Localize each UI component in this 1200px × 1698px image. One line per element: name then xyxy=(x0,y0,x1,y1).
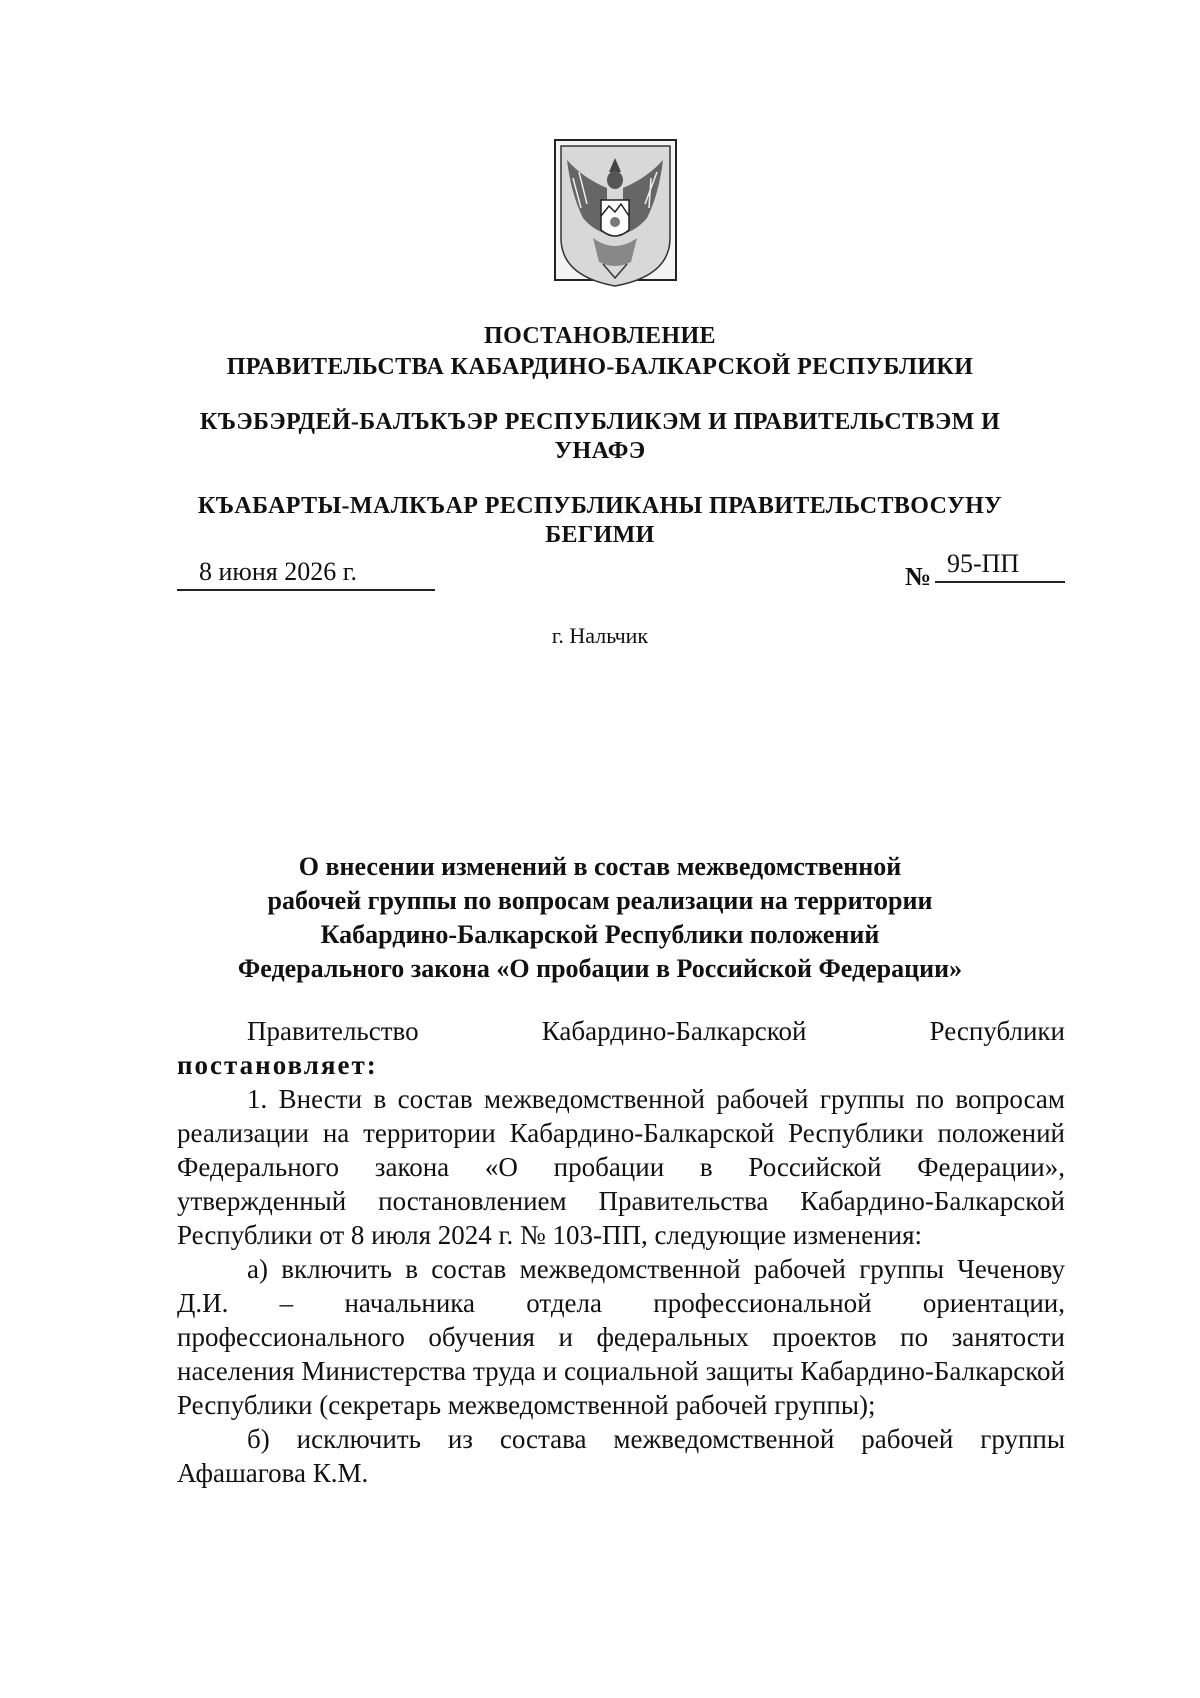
document-body xyxy=(177,1014,1065,1490)
document-subject xyxy=(0,850,1200,986)
document-type-title: ПОСТАНОВЛЕНИЕ xyxy=(484,323,716,349)
decree-word: постановляет: xyxy=(177,1050,378,1080)
item-1-paragraph: 1. Внести в состав межведомственной рабочей группы по вопросам реализации на территории Кабардино-Балкарской Республики положений Федерального закона «О пробации в Российской Федерации», утвержденный постановлением Правительства Кабардино-Балкарской Республики от 8 июля 2024 г. № 103-ПП, следующие изменения: xyxy=(177,1084,1065,1250)
coat-of-arms-emblem xyxy=(553,138,678,290)
issuer-balkar-line1: КЪАБАРТЫ-МАЛКЪАР РЕСПУБЛИКАНЫ ПРАВИТЕЛЬСТВОСУНУ xyxy=(197,493,1003,519)
issuer-russian: ПРАВИТЕЛЬСТВА КАБАРДИНО-БАЛКАРСКОЙ РЕСПУБЛИКИ xyxy=(226,354,974,380)
item-b-paragraph: б) исключить из состава межведомственной рабочей группы Афашагова К.М. xyxy=(177,1424,1065,1488)
subject-line: Федерального закона «О пробации в Российской Федерации» xyxy=(237,954,963,983)
document-date: 8 июня 2026 г. xyxy=(177,555,435,591)
document-city: г. Нальчик xyxy=(551,623,649,648)
issuer-balkar-line2: БЕГИМИ xyxy=(545,522,655,548)
item-a-paragraph: а) включить в состав межведомственной рабочей группы Чеченову Д.И. – начальника отдела профессиональной ориентации, профессионального обучения и федеральных проектов по занятости населения Министерства труда и социальной защиты Кабардино-Балкарской Республики (секретарь межведомственной рабочей группы); xyxy=(177,1254,1065,1420)
subject-line: О внесении изменений в состав межведомственной xyxy=(298,852,902,881)
number-sign: № xyxy=(905,562,932,591)
issuer-kabardian-line1: КЪЭБЭРДЕЙ-БАЛЪКЪЭР РЕСПУБЛИКЭМ И ПРАВИТЕЛЬСТВЭМ И xyxy=(199,409,1001,435)
intro-paragraph: Правительство Кабардино-Балкарской Республики xyxy=(247,1016,1065,1046)
subject-line: Кабардино-Балкарской Республики положений xyxy=(320,920,880,949)
issuer-kabardian-line2: УНАФЭ xyxy=(554,438,646,464)
subject-line: рабочей группы по вопросам реализации на территории xyxy=(267,886,933,915)
document-number: 95-ПП xyxy=(935,547,1065,583)
